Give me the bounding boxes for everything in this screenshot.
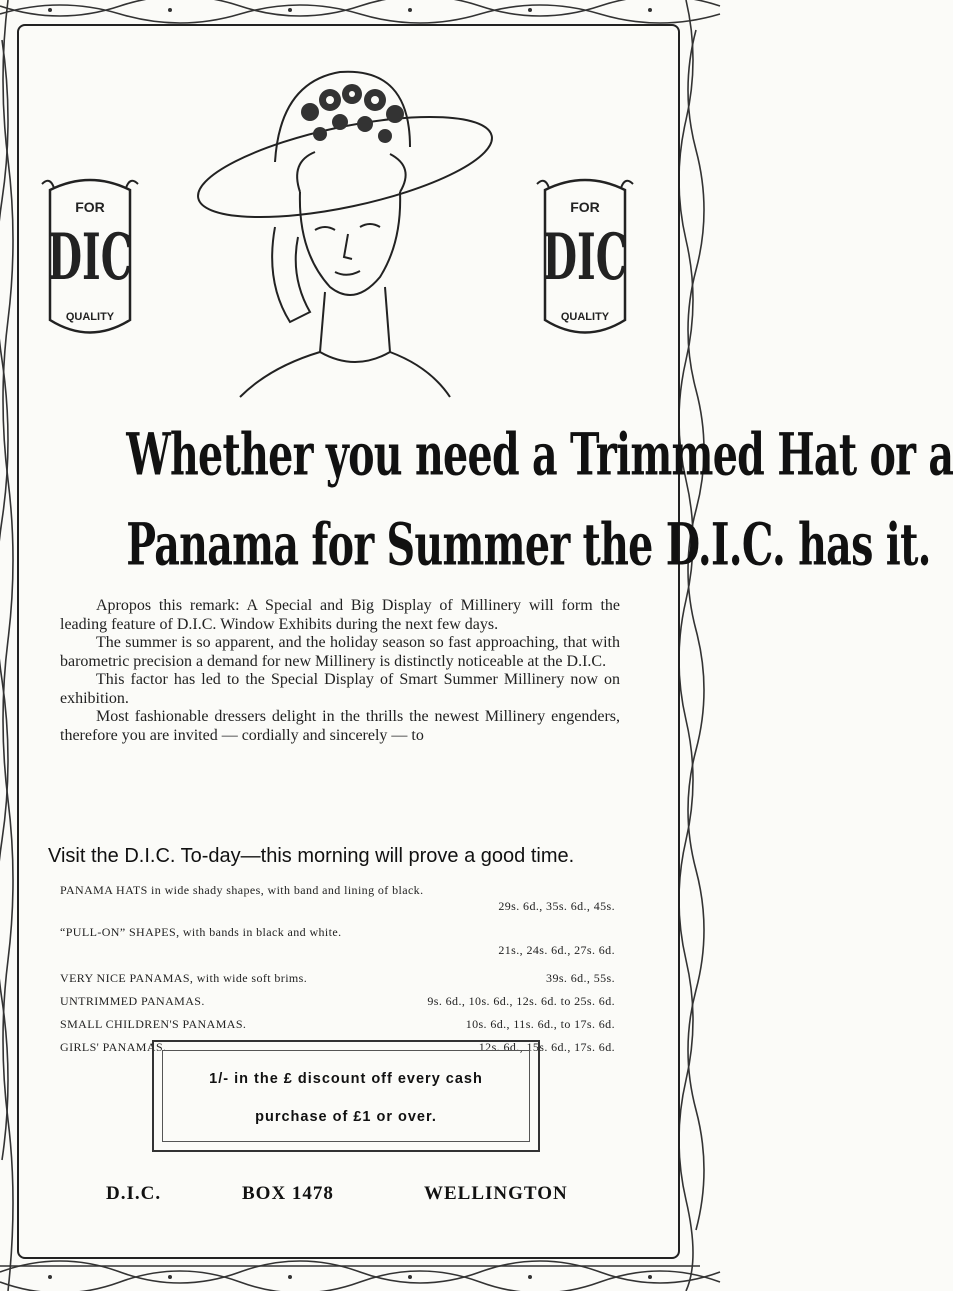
price-item: “PULL-ON” SHAPES, with bands in black and white. — [60, 925, 342, 939]
footer-box-number: BOX 1478 — [242, 1183, 334, 1204]
price-value: 10s. 6d., 11s. 6d., to 17s. 6d. — [465, 1017, 615, 1031]
footer-store-name: D.I.C. — [106, 1183, 162, 1204]
headline-line-2: Panama for Summer the D.I.C. has it. — [126, 510, 931, 579]
badge-top-text: FOR — [570, 199, 600, 215]
discount-box — [152, 1040, 540, 1152]
dic-quality-badge-right — [535, 170, 635, 340]
discount-line-1: 1/- in the £ discount off every cash — [209, 1071, 483, 1087]
footer-city: WELLINGTON — [424, 1183, 568, 1204]
badge-middle-text: DIC — [542, 218, 628, 295]
price-item: GIRLS' PANAMAS. — [60, 1040, 167, 1054]
body-paragraph-3: This factor has led to the Special Display of Smart Summer Millinery now on exhibition. — [60, 671, 620, 707]
price-item: SMALL CHILDREN'S PANAMAS. — [60, 1017, 247, 1031]
discount-inner-frame — [162, 1050, 530, 1142]
price-value: 21s., 24s. 6d., 27s. 6d. — [498, 943, 615, 957]
headline-line-1: Whether you need a Trimmed Hat or a — [126, 420, 953, 489]
price-item: PANAMA HATS in wide shady shapes, with band and lining of black. — [60, 883, 424, 897]
badge-bottom-text: QUALITY — [65, 311, 115, 323]
price-value: 9s. 6d., 10s. 6d., 12s. 6d. to 25s. 6d. — [427, 994, 615, 1008]
badge-middle-text: DIC — [47, 218, 133, 295]
discount-line-2: purchase of £1 or over. — [255, 1109, 437, 1125]
price-item: UNTRIMMED PANAMAS. — [60, 994, 205, 1008]
body-copy — [60, 597, 620, 745]
dic-quality-badge-left — [40, 170, 140, 340]
badge-top-text: FOR — [75, 199, 105, 215]
price-value: 39s. 6d., 55s. — [546, 971, 615, 985]
woman-in-hat-illustration — [180, 52, 500, 402]
visit-tagline: Visit the D.I.C. To-day—this morning will prove a good time. — [48, 845, 575, 867]
price-value: 29s. 6d., 35s. 6d., 45s. — [498, 899, 615, 913]
price-item: VERY NICE PANAMAS, with wide soft brims. — [60, 971, 308, 985]
body-paragraph-1: Apropos this remark: A Special and Big Display of Millinery will form the leading feature of D.I.C. Window Exhibits during the next few days. — [60, 597, 620, 633]
body-paragraph-4: Most fashionable dressers delight in the thrills the newest Millinery engenders, therefore you are invited — cordially and sincerely — to — [60, 708, 620, 744]
body-paragraph-2: The summer is so apparent, and the holiday season so fast approaching, that with barometric precision a demand for new Millinery is distinctly noticeable at the D.I.C. — [60, 634, 620, 670]
badge-bottom-text: QUALITY — [560, 311, 610, 323]
price-value: 12s. 6d., 15s. 6d., 17s. 6d. — [478, 1040, 615, 1054]
